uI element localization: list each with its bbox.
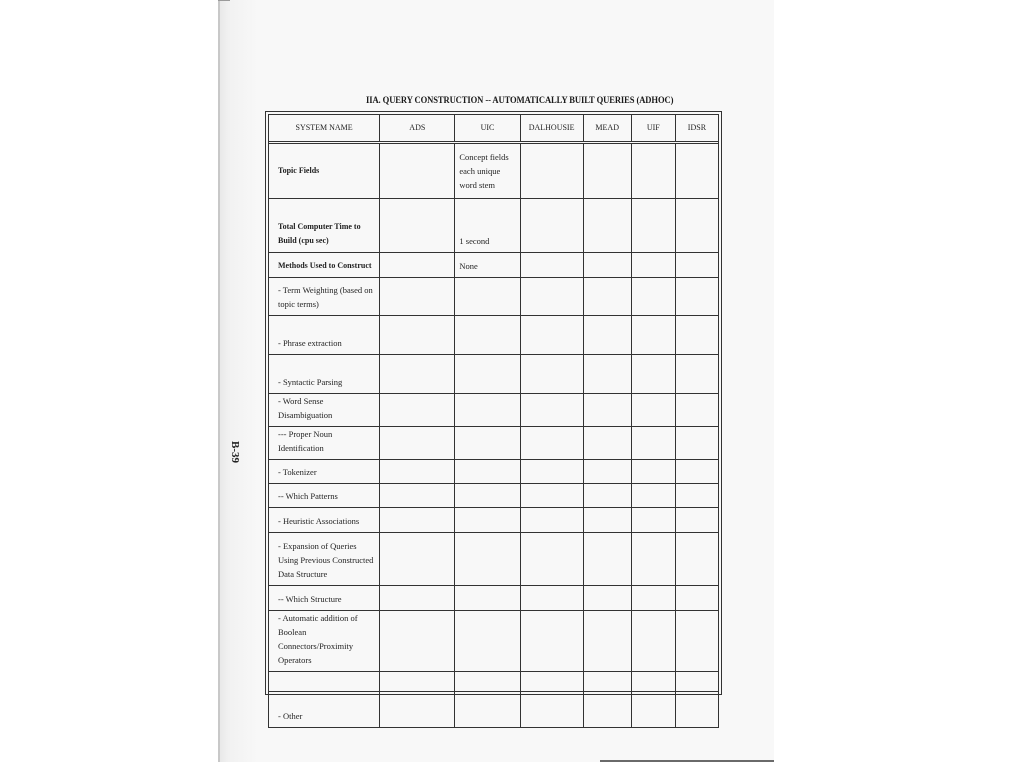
table-row bbox=[269, 672, 719, 728]
uic-topic-fields: Concept fields each unique word stem bbox=[455, 143, 520, 199]
col-header-dalhousie: DALHOUSIE bbox=[520, 115, 583, 143]
row-label-other: - Other bbox=[269, 672, 380, 728]
uic-methods: None bbox=[455, 253, 520, 278]
row-label-which-structure: -- Which Structure bbox=[269, 586, 380, 611]
table-row bbox=[269, 199, 719, 253]
page-bottom-edge bbox=[600, 760, 774, 762]
col-header-system-name: SYSTEM NAME bbox=[269, 115, 380, 143]
table-row bbox=[269, 253, 719, 278]
table-row bbox=[269, 143, 719, 199]
page-corner-mark bbox=[218, 0, 230, 1]
uic-computer-time: 1 second bbox=[455, 199, 520, 253]
table-row bbox=[269, 611, 719, 672]
table-row bbox=[269, 355, 719, 394]
row-label-term-weighting: - Term Weighting (based on topic terms) bbox=[269, 278, 380, 316]
page-edge-shadow bbox=[218, 0, 220, 762]
page-number-label: B-39 bbox=[229, 441, 241, 463]
row-label-topic-fields: Topic Fields bbox=[269, 143, 380, 199]
comparison-table bbox=[268, 114, 719, 728]
table-row bbox=[269, 508, 719, 533]
row-label-boolean: - Automatic addition of Boolean Connectors/Proximity Operators bbox=[269, 611, 380, 672]
table-row bbox=[269, 316, 719, 355]
table-row bbox=[269, 586, 719, 611]
row-label-expansion: - Expansion of Queries Using Previous Constructed Data Structure bbox=[269, 533, 380, 586]
row-label-tokenizer: - Tokenizer bbox=[269, 460, 380, 484]
col-header-idsr: IDSR bbox=[675, 115, 718, 143]
row-label-methods: Methods Used to Construct bbox=[269, 253, 380, 278]
col-header-uic: UIC bbox=[455, 115, 520, 143]
row-label-which-patterns: -- Which Patterns bbox=[269, 484, 380, 508]
table-row bbox=[269, 484, 719, 508]
row-label-word-sense: - Word Sense Disambiguation bbox=[269, 394, 380, 427]
col-header-uif: UIF bbox=[631, 115, 675, 143]
col-header-ads: ADS bbox=[380, 115, 455, 143]
row-label-syntactic-parsing: - Syntactic Parsing bbox=[269, 355, 380, 394]
row-label-proper-noun: --- Proper Noun Identification bbox=[269, 427, 380, 460]
page-title: IIA. QUERY CONSTRUCTION -- AUTOMATICALLY BUILT QUERIES (ADHOC) bbox=[366, 96, 674, 106]
table-row bbox=[269, 427, 719, 460]
table-row bbox=[269, 460, 719, 484]
row-label-computer-time: Total Computer Time to Build (cpu sec) bbox=[269, 199, 380, 253]
table-header-row bbox=[269, 115, 719, 143]
row-label-phrase-extraction: - Phrase extraction bbox=[269, 316, 380, 355]
col-header-mead: MEAD bbox=[583, 115, 631, 143]
table-row bbox=[269, 278, 719, 316]
row-label-heuristic: - Heuristic Associations bbox=[269, 508, 380, 533]
table-row bbox=[269, 533, 719, 586]
table-row bbox=[269, 394, 719, 427]
